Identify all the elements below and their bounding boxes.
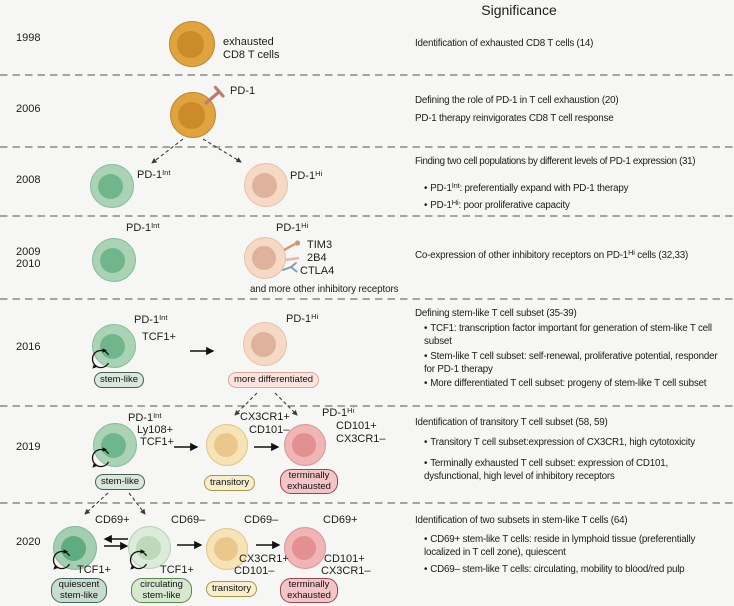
badge-transitory-2020: transitory — [206, 581, 257, 597]
label-cd101-neg-2019: CD101– — [249, 424, 290, 436]
self-renewal-arrow-2019 — [91, 447, 109, 469]
year-2006: 2006 — [16, 103, 41, 115]
label-superscript: Hi — [315, 168, 323, 178]
year-2008: 2008 — [16, 174, 41, 186]
label-ctla4: CTLA4 — [300, 265, 335, 277]
badge-stem-like-2016: stem-like — [94, 372, 144, 388]
label-ly108-2019: Ly108+ — [137, 424, 173, 436]
label-superscript: Int — [153, 410, 162, 420]
badge-terminally-exhausted-2020: terminally exhausted — [280, 578, 338, 603]
significance-2020-title: Identification of two subsets in stem-like T cells (64) — [415, 515, 628, 526]
significance-2008-bullet-1 — [424, 180, 718, 196]
significance-2020-bullet-2: • CD69– stem-like T cells: circulating, mobility to blood/red pulp — [424, 564, 718, 577]
label-pd1-hi-2009 — [276, 222, 308, 234]
sig-text: cells (32,33) — [634, 250, 689, 261]
sig-superscript: Hi — [628, 247, 635, 257]
significance-2016-bullet-2: • Stem-like T cell subset: self-renewal, proliferative potential, responder for PD-1 therapy — [424, 351, 718, 376]
label-text: PD-1 — [126, 222, 152, 234]
label-pd1-hi-2016 — [286, 313, 318, 325]
label-cd69-pos-terminal: CD69+ — [323, 514, 358, 526]
label-pd1-hi-2019 — [322, 407, 354, 419]
pd1-receptor-icon — [206, 88, 223, 104]
self-renewal-arrow-circulating-2020 — [129, 549, 147, 571]
bullet-superscript: Hi — [451, 197, 459, 207]
bullet-text: PD-1 — [430, 200, 452, 211]
significance-2006-line1: Defining the role of PD-1 in T cell exhaustion (20) — [415, 95, 619, 106]
label-tcf1-quiescent: TCF1+ — [77, 564, 111, 576]
badge-stem-like-2019: stem-like — [95, 474, 145, 490]
significance-2016-bullet-3: • More differentiated T cell subset: progeny of stem-like T cell subset — [424, 378, 718, 391]
label-text: PD-1 — [276, 222, 302, 234]
badge-quiescent-stem-like: quiescent stem-like — [51, 578, 107, 603]
bullet-text: : poor proliferative capacity — [458, 200, 570, 211]
bullet-text: : preferentially expand with PD-1 therapy — [459, 183, 629, 194]
label-tcf1-2019: TCF1+ — [140, 436, 174, 448]
bullet-text: PD-1 — [430, 183, 452, 194]
label-text: PD-1 — [134, 314, 160, 326]
label-pd1-hi-2008 — [290, 170, 322, 182]
year-2016: 2016 — [16, 341, 41, 353]
label-pd1-int-2019 — [128, 412, 161, 424]
ctla4-receptor-icon — [283, 263, 297, 272]
label-text: PD-1 — [322, 407, 348, 419]
label-text: PD-1 — [137, 169, 163, 181]
label-tcf1-2016: TCF1+ — [142, 331, 176, 343]
label-superscript: Hi — [301, 220, 309, 230]
label-pd1-int-2016 — [134, 314, 167, 326]
self-renewal-arrow-quiescent-2020 — [52, 549, 70, 571]
label-superscript: Int — [151, 220, 160, 230]
badge-transitory-2019: transitory — [204, 475, 255, 491]
label-text: PD-1 — [128, 412, 154, 424]
label-pd1-2006: PD-1 — [230, 85, 256, 97]
label-2b4: 2B4 — [307, 252, 327, 264]
year-2019: 2019 — [16, 441, 41, 453]
significance-2008-bullet-2 — [424, 197, 718, 213]
sig-text: Co-expression of other inhibitory receptors on PD-1 — [415, 250, 629, 261]
badge-terminally-exhausted-2019: terminally exhausted — [280, 469, 338, 494]
label-cd69-pos-quiescent: CD69+ — [95, 514, 130, 526]
significance-2016-bullet-1: • TCF1: transcription factor important for generation of stem-like T cell subset — [424, 323, 718, 348]
label-tim3: TIM3 — [307, 239, 333, 251]
label-pd1-int-2009 — [126, 222, 159, 234]
significance-2020-bullet-1: • CD69+ stem-like T cells: reside in lymphoid tissue (preferentially localized in T cell zone), quiescent — [424, 534, 702, 559]
label-cx3cr1-neg-2020: CX3CR1– — [321, 565, 371, 577]
label-tcf1-circulating: TCF1+ — [160, 564, 194, 576]
label-cd101-neg-2020: CD101– — [234, 565, 275, 577]
year-1998: 1998 — [16, 32, 41, 44]
label-cd69-neg-transitory: CD69– — [244, 514, 279, 526]
note-more-inhibitory-receptors: and more other inhibitory receptors — [250, 284, 399, 295]
label-superscript: Hi — [311, 311, 319, 321]
year-2020: 2020 — [16, 536, 41, 548]
label-pd1-int-2008 — [137, 169, 170, 181]
significance-2019-title: Identification of transitory T cell subset (58, 59) — [415, 417, 608, 428]
significance-2006-line2: PD-1 therapy reinvigorates CD8 T cell response — [415, 113, 614, 124]
label-superscript: Int — [162, 167, 171, 177]
label-superscript: Int — [159, 312, 168, 322]
significance-2019-bullet-1: • Transitory T cell subset:expression of CX3CR1, high cytotoxicity — [424, 437, 718, 450]
label-text: PD-1 — [290, 170, 316, 182]
2b4-receptor-icon — [285, 258, 299, 260]
year-2010: 2010 — [16, 258, 41, 270]
significance-2009 — [415, 247, 689, 261]
tim3-receptor-icon — [284, 240, 300, 250]
label-text: PD-1 — [286, 313, 312, 325]
self-renewal-arrow-2016 — [91, 348, 109, 370]
significance-2008-title: Finding two cell populations by different levels of PD-1 expression (31) — [415, 156, 696, 167]
label-superscript: Hi — [347, 405, 355, 415]
label-exhausted-cd8-cells: exhausted CD8 T cells — [223, 36, 280, 61]
significance-2019-bullet-2: • Terminally exhausted T cell subset: expression of CD101, dysfunctional, high level of inhibitory receptors — [424, 458, 718, 483]
significance-2016-title: Defining stem-like T cell subset (35-39) — [415, 308, 577, 319]
significance-1998: Identification of exhausted CD8 T cells (14) — [415, 38, 594, 49]
bullet-superscript: Int — [451, 180, 460, 190]
label-cd101-pos-2020: CD101+ — [324, 553, 365, 565]
label-cx3cr1-neg-2019: CX3CR1– — [336, 433, 386, 445]
label-cd69-neg-circulating: CD69– — [171, 514, 206, 526]
year-2009: 2009 — [16, 246, 41, 258]
badge-more-differentiated: more differentiated — [228, 372, 319, 388]
significance-column-title: Significance — [481, 2, 557, 18]
label-cx3cr1-pos-2019: CX3CR1+ — [240, 411, 290, 423]
label-cd101-pos-2019: CD101+ — [336, 420, 377, 432]
badge-circulating-stem-like: circulating stem-like — [131, 578, 192, 603]
label-cx3cr1-pos-2020: CX3CR1+ — [239, 553, 289, 565]
